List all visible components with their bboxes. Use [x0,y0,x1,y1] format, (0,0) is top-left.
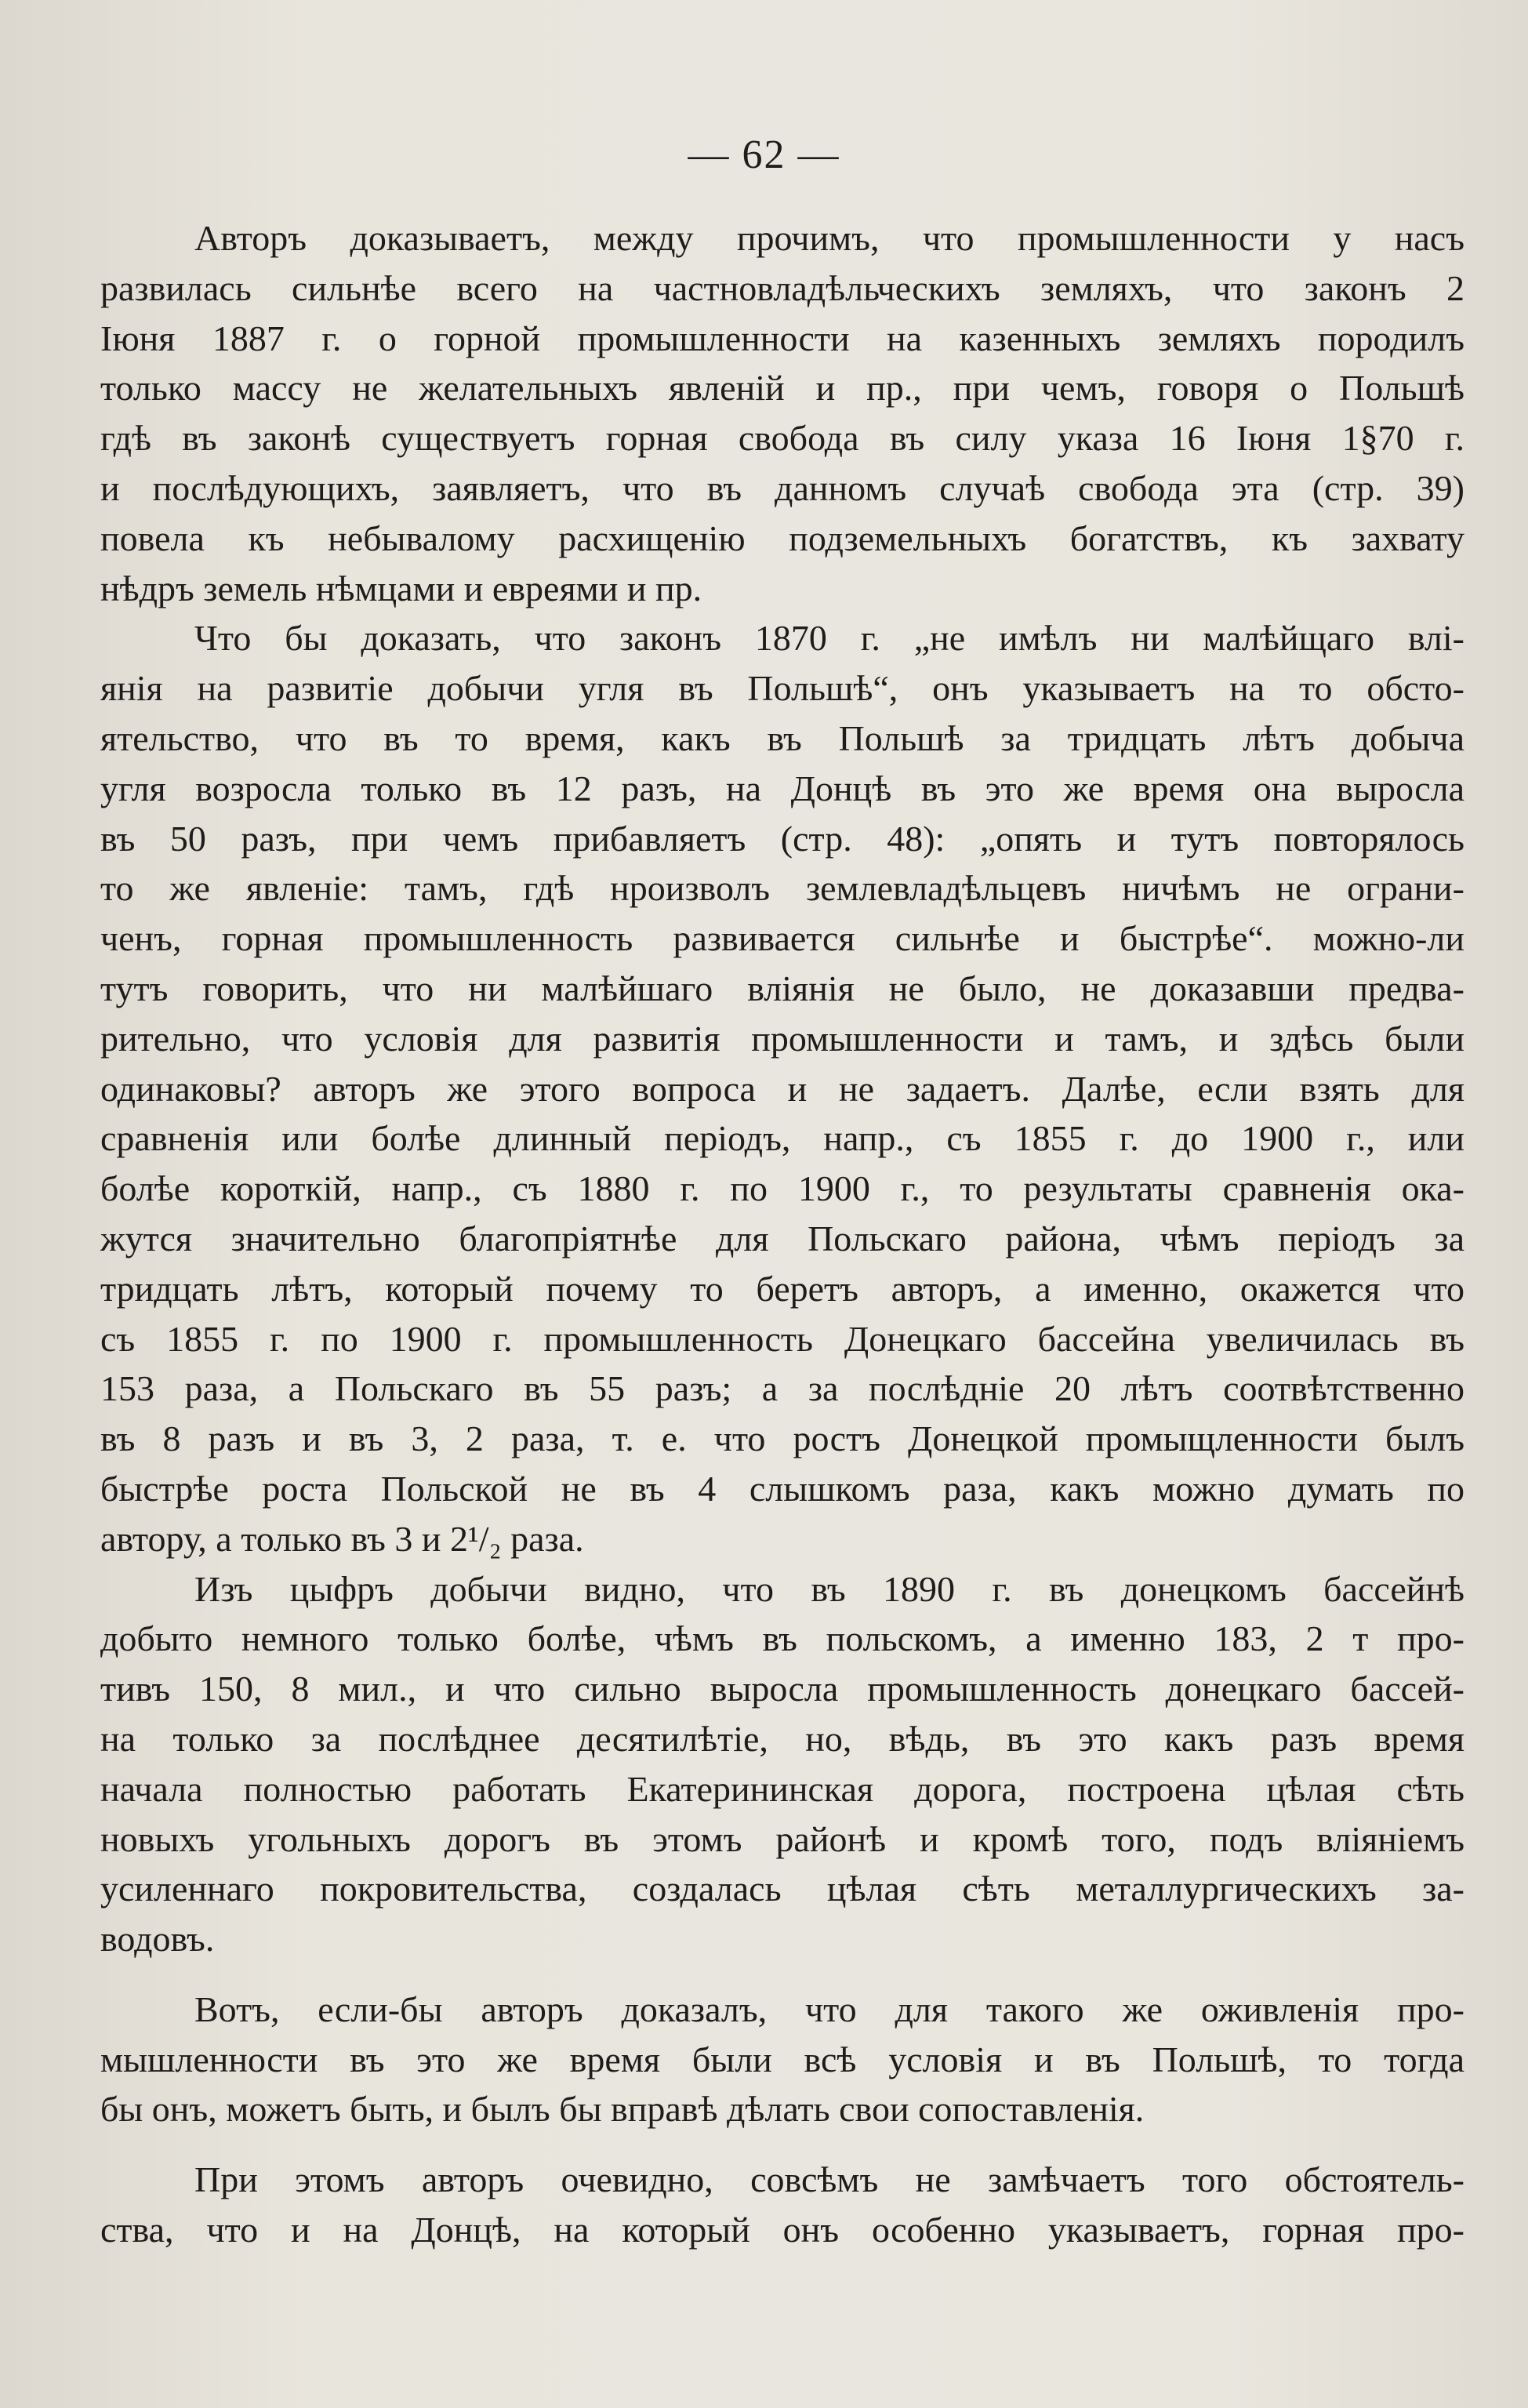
text-line: Изъ цыфръ добычи видно, что въ 1890 г. въ донецкомъ бассейнѣ [194,1568,1464,1609]
text-line: болѣе короткій, напр., съ 1880 г. по 1900 г., то результаты сравненія ока- [100,1168,1464,1209]
text-line: быстрѣе роста Польской не въ 4 слышкомъ раза, какъ можно думать по [100,1468,1464,1509]
text-line: тридцать лѣтъ, который почему то беретъ авторъ, а именно, окажется что [100,1268,1464,1309]
text-line: добыто немного только болѣе, чѣмъ въ польскомъ, а именно 183, 2 т про- [100,1618,1464,1659]
text-line: тивъ 150, 8 мил., и что сильно выросла промышленность донецкаго бассей- [100,1669,1464,1709]
text-line: мышленности въ это же время были всѣ условія и въ Польшѣ, то тогда [100,2039,1464,2079]
text-line: усиленнаго покровительства, создалась цѣлая сѣть металлургическихъ за- [100,1869,1464,1909]
paragraph-5 [100,2155,1464,2255]
text-line: одинаковы? авторъ же этого вопроса и не задаетъ. Далѣе, если взять для [100,1068,1464,1109]
text-line: съ 1855 г. по 1900 г. промышленность Донецкаго бассейна увеличилась въ [100,1318,1464,1359]
text-line: Что бы доказать, что законъ 1870 г. „не имѣлъ ни малѣйщаго влі- [194,618,1464,659]
text-line: Вотъ, если-бы авторъ доказалъ, что для такого же оживленія про- [194,1989,1464,2029]
text-line: бы онъ, можетъ быть, и былъ бы вправѣ дѣлать свои сопоставленія. [100,2089,1145,2130]
text-line: то же явленіе: тамъ, гдѣ нроизволъ землевладѣльцевъ ничѣмъ не ограни- [100,868,1464,909]
text-line: повела къ небывалому расхищенію подземельныхъ богатствъ, къ захвату [100,518,1464,558]
text-line: рительно, что условія для развитія промышленности и тамъ, и здѣсь были [100,1018,1464,1059]
text-line: въ 50 разъ, при чемъ прибавляетъ (стр. 48): „опять и тутъ повторялось [100,818,1464,859]
paragraph-2 [100,613,1464,1564]
text-line: развилась сильнѣе всего на частновладѣльческихъ земляхъ, что законъ 2 [100,267,1464,308]
text-line: ятельство, что въ то время, какъ въ Польшѣ за тридцать лѣтъ добыча [100,717,1464,758]
text-line: тутъ говорить, что ни малѣйшаго вліянія не было, не доказавши предва- [100,968,1464,1008]
text-line: въ 8 разъ и въ 3, 2 раза, т. е. что ростъ Донецкой промыщленности былъ [100,1418,1464,1459]
text-line: угля возросла только въ 12 разъ, на Донцѣ въ это же время она выросла [100,768,1464,808]
text-line: и послѣдующихъ, заявляетъ, что въ данномъ случаѣ свобода эта (стр. 39) [100,467,1464,508]
text-line: ства, что и на Донцѣ, на который онъ особенно указываетъ, горная про- [100,2210,1464,2250]
text-line: Іюня 1887 г. о горной промышленности на казенныхъ земляхъ породилъ [100,318,1464,358]
text-line: сравненія или болѣе длинный періодъ, напр., съ 1855 г. до 1900 г., или [100,1118,1464,1159]
text-line: При этомъ авторъ очевидно, совсѣмъ не замѣчаетъ того обстоятель- [194,2159,1464,2200]
text-line: 153 раза, а Польскаго въ 55 разъ; а за послѣдніе 20 лѣтъ соотвѣтственно [100,1368,1464,1409]
paragraph-3 [100,1564,1464,1964]
text-line: на только за послѣднее десятилѣтіе, но, вѣдь, въ это какъ разъ время [100,1718,1464,1759]
text-line: нѣдръ земель нѣмцами и евреями и пр. [100,568,702,608]
text-line: ченъ, горная промышленность развивается сильнѣе и быстрѣе“. можно-ли [100,918,1464,959]
text-line: водовъ. [100,1919,215,1959]
text-line: новыхъ угольныхъ дорогъ въ этомъ районѣ и кромѣ того, подъ вліяніемъ [100,1818,1464,1859]
text-line: Авторъ доказываетъ, между прочимъ, что промышленности у насъ [194,218,1464,258]
text-line: гдѣ въ законѣ существуетъ горная свобода въ силу указа 16 Іюня 1§70 г. [100,418,1464,459]
text-line: только массу не желательныхъ явленій и пр., при чемъ, говоря о Польшѣ [100,368,1464,409]
text-line: автору, а только въ 3 и 2¹/₂ раза. [100,1518,584,1559]
text-line: янія на развитіе добычи угля въ Польшѣ“, онъ указываетъ на то обсто- [100,668,1464,709]
paragraph-4 [100,1985,1464,2134]
text-line: жутся значительно благопріятнѣе для Польскаго района, чѣмъ періодъ за [100,1218,1464,1258]
page-number: — 62 — [688,133,840,177]
text-line: начала полностью работать Екатерининская дорога, построена цѣлая сѣть [100,1768,1464,1809]
body-text [100,213,1464,2255]
paragraph-1 [100,213,1464,613]
